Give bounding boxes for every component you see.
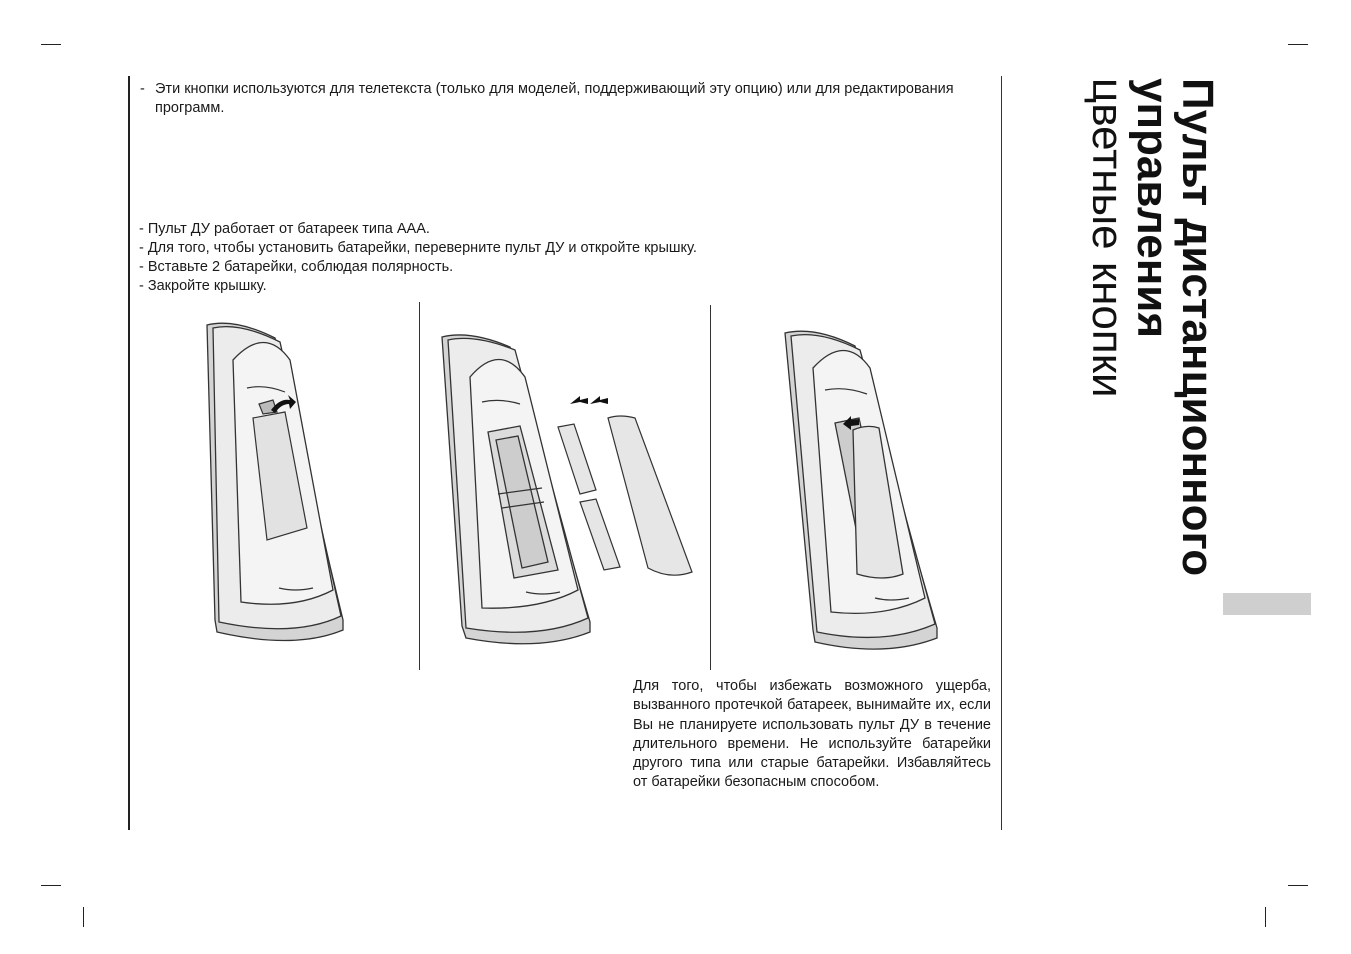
section-tab-marker: [1223, 593, 1311, 615]
battery-warning-note: Для того, чтобы избежать возможного ущерба, вызванного протечкой батареек, вынимайте их, если Вы не планируете использовать пульт ДУ в течение длительного времени. Не используйте батарейки другого типа или старые батарейки. Избавляйтесь от батарейки безопасным способом.: [633, 678, 991, 791]
battery-step: - Вставьте 2 батарейки, соблюдая полярность.: [139, 259, 454, 275]
teletext-note-dash: -: [140, 81, 145, 97]
crop-mark-br-v: [1265, 907, 1266, 927]
arrow-left-icon: [590, 396, 608, 404]
remote-insert-batteries-illustration: [430, 322, 710, 652]
side-title-line1: Пульт дистанционного: [1173, 78, 1222, 577]
illustration-divider-2: [710, 305, 711, 670]
crop-mark-tr-h: [1288, 44, 1308, 45]
remote-close-cover-illustration: [775, 328, 955, 658]
battery-step: - Закройте крышку.: [139, 278, 267, 294]
right-column-rule: [1001, 76, 1002, 830]
side-title-line2: управления: [1128, 78, 1177, 339]
remote-open-cover-illustration: [195, 320, 365, 650]
battery-step: - Для того, чтобы установить батарейки, переверните пульт ДУ и откройте крышку.: [139, 240, 697, 256]
side-title: [1085, 78, 1220, 576]
left-column-rule: [128, 76, 130, 830]
battery-steps-list: [139, 220, 697, 296]
side-title-line3: цветные кнопки: [1083, 78, 1132, 398]
crop-mark-br-h: [1288, 885, 1308, 886]
arrow-left-icon: [570, 396, 588, 404]
crop-mark-bl-h: [41, 885, 61, 886]
illustration-divider-1: [419, 302, 420, 670]
teletext-note: [140, 80, 960, 118]
battery-step: - Пульт ДУ работает от батареек типа ААА.: [139, 221, 430, 237]
crop-mark-tl-h: [41, 44, 61, 45]
teletext-note-text: Эти кнопки используются для телетекста (только для моделей, поддерживающий эту опцию) или для редактирования программ.: [155, 81, 954, 116]
crop-mark-bl-v: [83, 907, 84, 927]
